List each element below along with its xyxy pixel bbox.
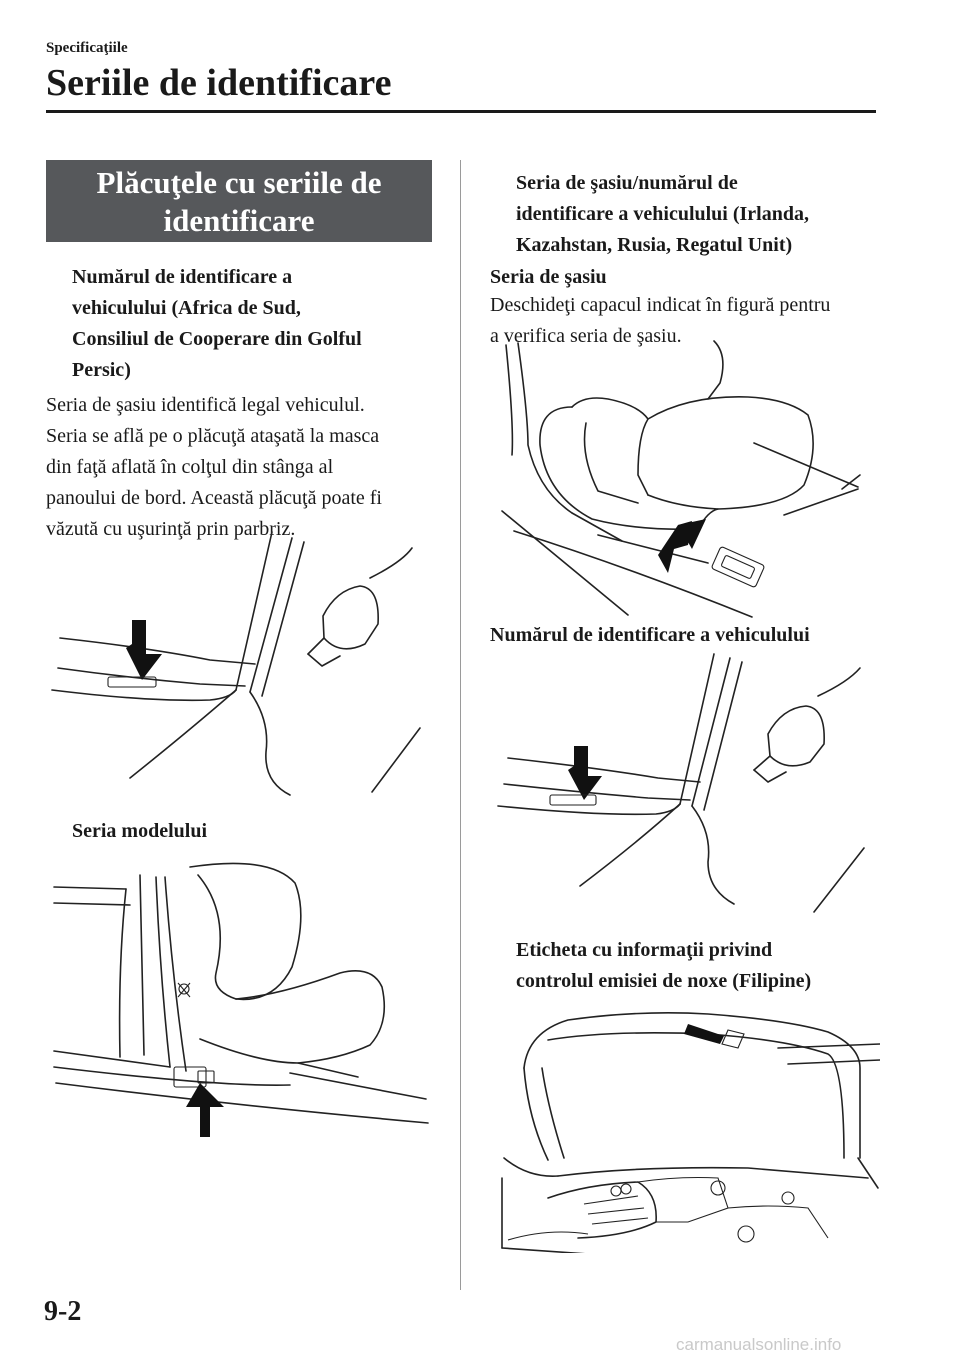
emission-label-illustration xyxy=(488,1008,880,1253)
banner-line-2: identificare xyxy=(163,203,315,238)
model-heading: Seria modelului xyxy=(72,820,208,842)
vin-text-line: văzută cu uşurinţă prin parbriz. xyxy=(46,518,296,540)
emission-heading-line: controlul emisiei de noxe (Filipine) xyxy=(516,970,812,992)
column-separator xyxy=(460,160,461,1290)
chassis-text-line: a verifica seria de şasiu. xyxy=(490,325,682,347)
page-number: 9-2 xyxy=(44,1296,82,1327)
section-banner xyxy=(46,160,432,242)
chassis-cover-illustration xyxy=(488,335,878,620)
emission-heading xyxy=(516,935,876,997)
banner-line-1: Plăcuţele cu seriile de xyxy=(96,165,382,200)
emission-heading-line: Eticheta cu informaţii privind xyxy=(516,939,773,961)
chassis-text-line: Deschideţi capacul indicat în figură pentru xyxy=(490,294,831,316)
watermark: carmanualsonline.info xyxy=(676,1335,842,1354)
vin-text-line: Seria se află pe o plăcuţă ataşată la masca xyxy=(46,425,380,447)
vin-heading-line: Consiliul de Cooperare din Golful xyxy=(72,328,362,350)
vin-text-line: Seria de şasiu identifică legal vehiculul. xyxy=(46,394,365,416)
vin-heading-line: vehiculului (Africa de Sud, xyxy=(72,297,301,319)
vin-heading-line: Persic) xyxy=(72,359,131,381)
vin-heading-line: Numărul de identificare a xyxy=(72,266,293,288)
chassis-subheading: Seria de şasiu xyxy=(490,266,607,288)
vin-text-line: panoului de bord. Această plăcuţă poate fi xyxy=(46,487,382,509)
chassis-heading-line: Kazahstan, Rusia, Regatul Unit) xyxy=(516,234,793,256)
title-rule xyxy=(46,110,876,113)
chassis-heading-line: Seria de şasiu/numărul de xyxy=(516,172,738,194)
vin-label: Numărul de identificare a vehiculului xyxy=(490,624,810,646)
vin-text-line: din faţă aflată în colţul din stânga al xyxy=(46,456,334,478)
page-title: Seriile de identificare xyxy=(46,62,392,104)
chassis-heading-line: identificare a vehiculului (Irlanda, xyxy=(516,203,809,225)
vin-heading xyxy=(72,262,442,386)
model-plate-illustration xyxy=(40,855,440,1145)
vin-label-illustration xyxy=(488,650,878,915)
chassis-heading xyxy=(516,168,876,261)
chapter-label: Specificaţiile xyxy=(46,40,128,56)
vin-plate-illustration xyxy=(40,520,440,810)
